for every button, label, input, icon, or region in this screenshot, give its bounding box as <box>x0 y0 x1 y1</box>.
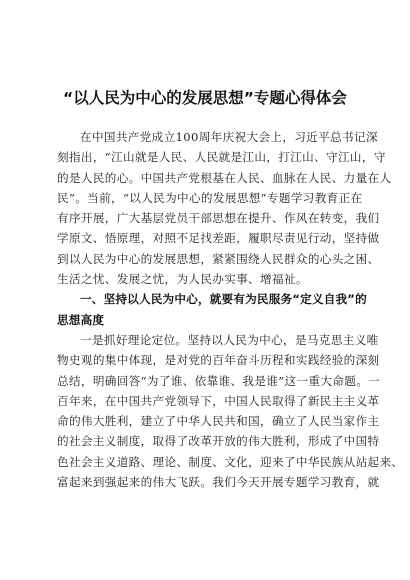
text-line: 生活之忧、发展之忧，为人民办实事、增福祉。 <box>57 272 308 287</box>
text-line: 总结，明确回答“为了谁、依靠谁、我是谁”这一重大命题。一 <box>57 373 381 388</box>
text-line: 到以人民为中心的发展思想，紧紧围绕人民群众的心头之困、 <box>57 251 380 266</box>
section-heading-line: 一、坚持以人民为中心，就要有为民服务“定义自我”的 <box>80 292 367 307</box>
document-title: “以人民为中心的发展思想”专题心得体会 <box>63 89 347 107</box>
text-line: 一是抓好理论定位。坚持以人民为中心，是马克思主义唯 <box>80 332 379 347</box>
text-line: 有序开展，广大基层党员干部思想在提升、作风在转变，我们 <box>57 211 380 226</box>
section-heading-line: 思想高度 <box>57 312 105 327</box>
text-line: 百年来，在中国共产党领导下，中国人民取得了新民主主义革 <box>57 393 380 408</box>
paragraph-intro <box>57 127 392 289</box>
text-line: 在中国共产党成立100周年庆祝大会上，习近平总书记深 <box>80 130 378 144</box>
text-line: 命的伟大胜利，建立了中华人民共和国，确立了人民当家作主 <box>57 414 380 429</box>
text-line: 物史观的集中体现，是对党的百年奋斗历程和实践经验的深刻 <box>57 353 380 368</box>
text-line: 刻指出，“江山就是人民、人民就是江山，打江山、守江山，守 <box>57 150 386 165</box>
section-heading <box>57 289 367 330</box>
document-body <box>57 127 404 492</box>
text-line: 的是人民的心。中国共产党根基在人民、血脉在人民、力量在人 <box>57 170 392 185</box>
paragraph-theory <box>57 330 404 492</box>
text-line: 的社会主义制度，取得了改革开放的伟大胜利，形成了中国特 <box>57 434 380 449</box>
text-line: 富起来到强起来的伟大飞跃。我们今天开展专题学习教育，就 <box>57 475 380 490</box>
text-line: 色社会主义道路、理论、制度、文化，迎来了中华民族从站起来、 <box>57 454 404 469</box>
text-line: 民”。当前，“以人民为中心的发展思想”专题学习教育正在 <box>57 190 363 205</box>
text-line: 学原文、悟原理，对照不足找差距，履职尽责见行动，坚持做 <box>57 231 380 246</box>
